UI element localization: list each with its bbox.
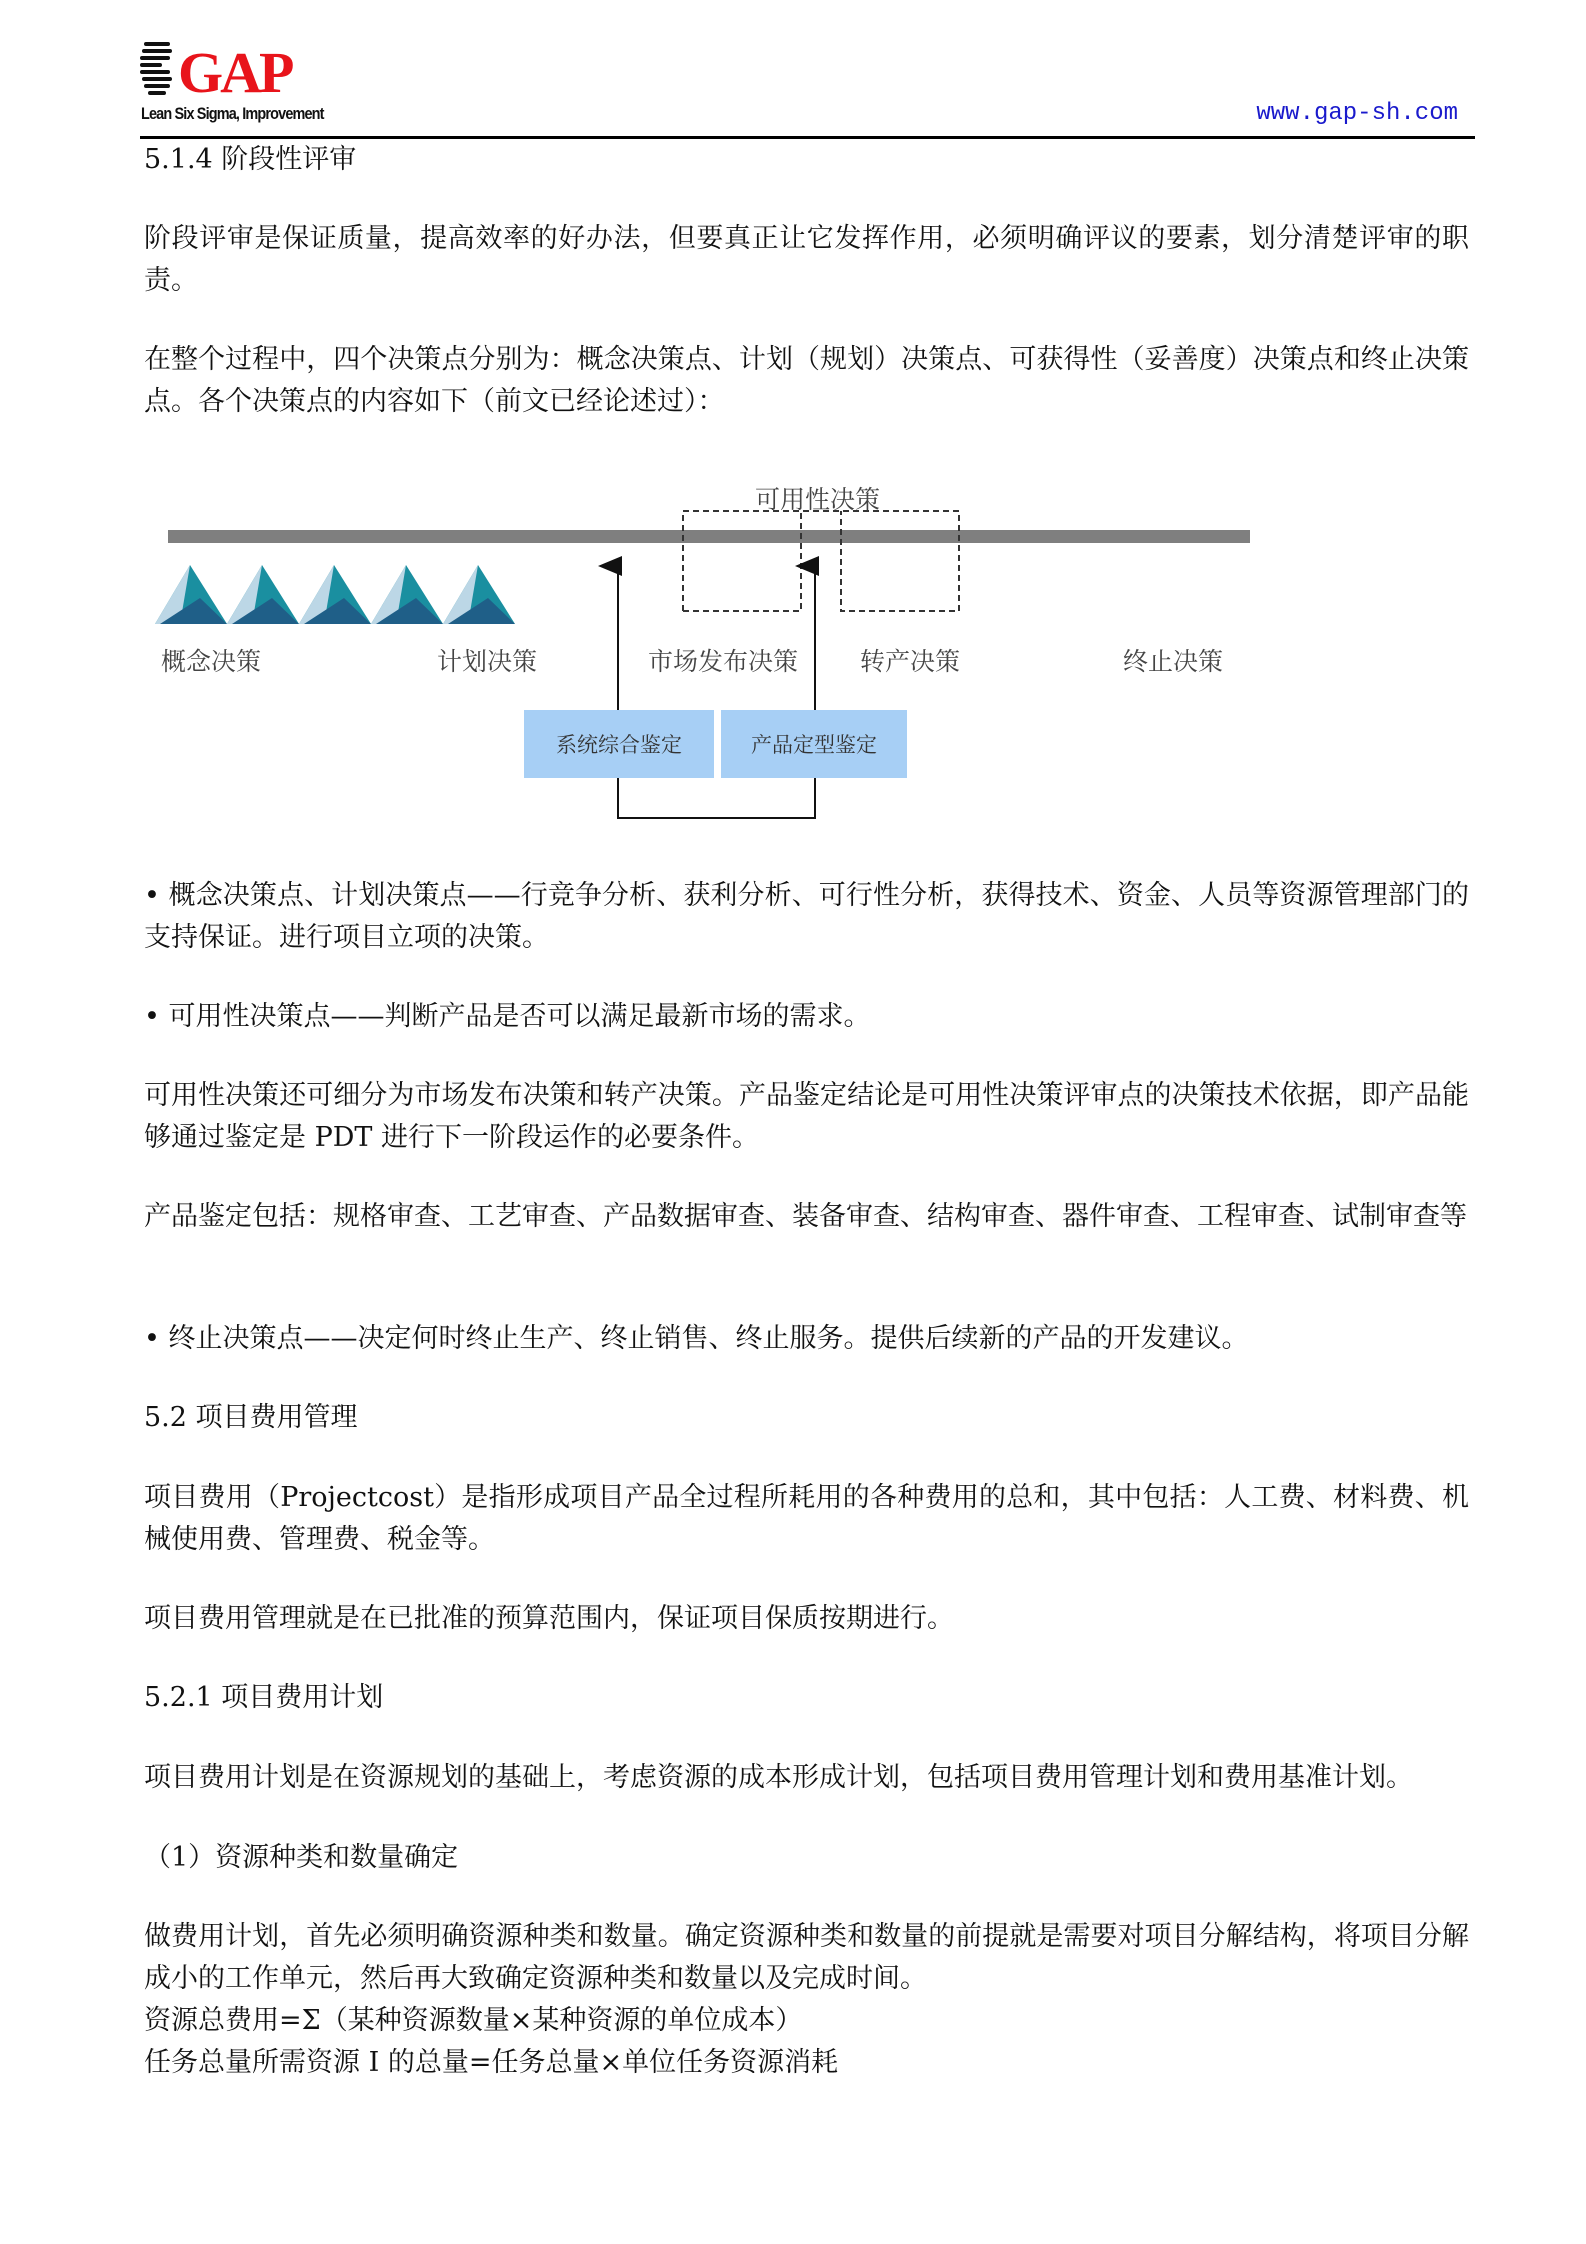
system-review-box: 系统综合鉴定 [524,710,714,778]
concept-triangles [155,565,515,624]
subheading: （1）资源种类和数量确定 [144,1842,459,1873]
paragraph: 项目费用（Projectcost）是指形成项目产品全过程所耗用的各种费用的总和，其中包括：人工费、材料费、机械使用费、管理费、税金等。 [144,1482,1469,1555]
paragraph: 产品鉴定包括：规格审查、工艺审查、产品数据审查、装备审查、结构审查、器件审查、工程审查、试制审查等 [144,1201,1467,1232]
svg-text:GAP: GAP [178,40,292,105]
decision-label: 终止决策 [1123,647,1224,676]
bullet-paragraph: • 可用性决策点——判断产品是否可以满足最新市场的需求。 [144,1001,871,1032]
product-review-box: 产品定型鉴定 [721,710,907,778]
paragraph: 阶段评审是保证质量，提高效率的好办法，但要真正让它发挥作用，必须明确评议的要素，划分清楚评审的职责。 [144,223,1469,296]
availability-dashed-boxes [683,511,959,611]
decision-label: 市场发布决策 [648,647,799,676]
paragraph: 项目费用计划是在资源规划的基础上，考虑资源的成本形成计划，包括项目费用管理计划和费用基准计划。 [144,1762,1413,1793]
heading-5-2: 5.2 项目费用管理 [144,1402,358,1433]
bullet-paragraph: • 概念决策点、计划决策点——行竞争分析、获利分析、可行性分析，获得技术、资金、人员等资源管理部门的支持保证。进行项目立项的决策。 [144,880,1469,953]
website-link[interactable]: www.gap-sh.com [1256,100,1458,127]
logo-tagline: Lean Six Sigma, Improvement [141,104,324,123]
arrows [618,566,815,818]
decision-label: 转产决策 [860,647,961,676]
decision-label: 概念决策 [161,647,262,676]
decision-label: 计划决策 [437,647,538,676]
availability-decision-label: 可用性决策 [755,485,881,514]
bullet-paragraph: • 终止决策点——决定何时终止生产、终止销售、终止服务。提供后续新的产品的开发建议。 [144,1323,1249,1354]
paragraph: 在整个过程中，四个决策点分别为：概念决策点、计划（规划）决策点、可获得性（妥善度）决策点和终止决策点。各个决策点的内容如下（前文已经论述过）： [144,344,1469,417]
formula-line: 任务总量所需资源 I 的总量=任务总量×单位任务资源消耗 [144,2047,839,2078]
heading-5-1-4: 5.1.4 阶段性评审 [144,144,357,175]
heading-5-2-1: 5.2.1 项目费用计划 [144,1682,384,1713]
formula-line: 资源总费用=Σ（某种资源数量×某种资源的单位成本） [144,2005,803,2036]
timeline-bar [168,530,1250,543]
paragraph: 做费用计划，首先必须明确资源种类和数量。确定资源种类和数量的前提就是需要对项目分解结构，将项目分解成小的工作单元，然后再大致确定资源种类和数量以及完成时间。 [144,1921,1469,1994]
paragraph: 项目费用管理就是在已批准的预算范围内，保证项目保质按期进行。 [144,1603,954,1634]
paragraph: 可用性决策还可细分为市场发布决策和转产决策。产品鉴定结论是可用性决策评审点的决策技术依据，即产品能够通过鉴定是 PDT 进行下一阶段运作的必要条件。 [144,1080,1469,1153]
